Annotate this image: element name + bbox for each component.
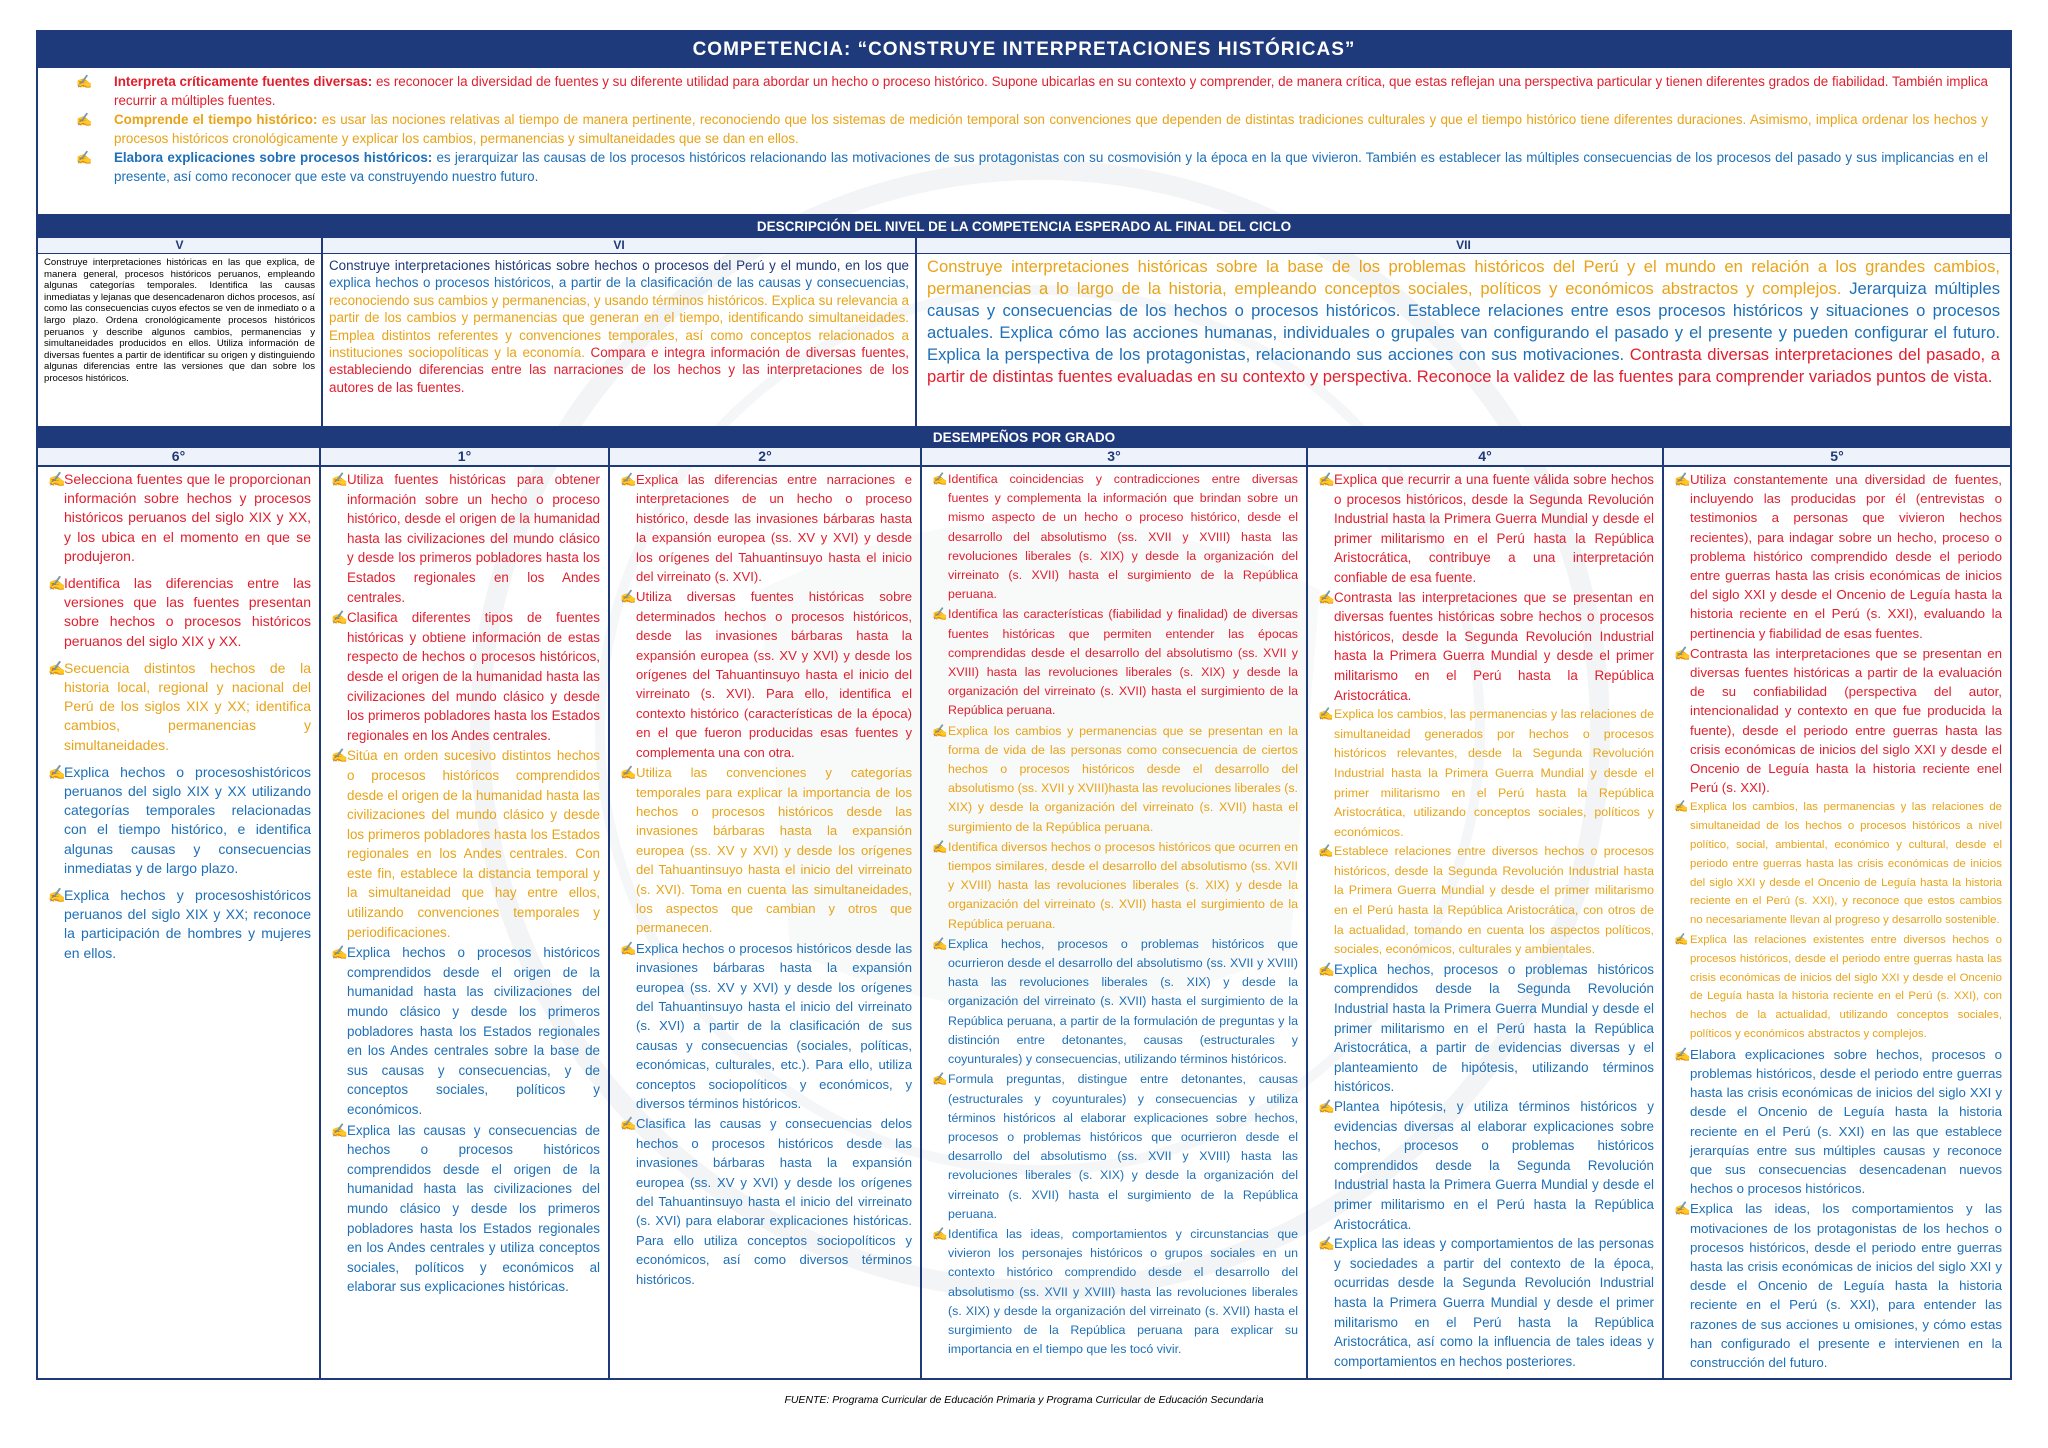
performance-text: Explica las ideas y comportamientos de las personas y sociedades a partir del contexto de la época, ocurridas desde la Segunda Revolución Industrial hasta la Primera Guerra Mundial y desde el primer militarismo en el Perú hasta la República Aristocrática, así como la influencia de tales ideas y comportamientos en hechos posteriores. [1334,1236,1654,1369]
performance-text: Explica los cambios, las permanencias y las relaciones de simultaneidad generados por hechos o procesos históricos relevantes, desde la Segunda Revolución Industrial hasta la Primera Guerra Mundial y desde el primer militarismo en el Perú hasta la República Aristocrática, utilizando conceptos sociales, políticos y económicos. [1334,707,1654,839]
performance-item [930,838,1298,934]
performance-text: Utiliza las convenciones y categorías temporales para explicar la importancia de los hechos o procesos históricos desde las invasiones bárbaras hasta la expansión europea (ss. XV y XVI) y desde los orígenes del Tahuantinsuyo hasta el inicio del virreinato (s. XVI). Toma en cuenta las simultaneidades, los aspectos que cambian y otros que permanecen. [636,765,912,936]
level-text-part: explica hechos o procesos históricos, a partir de la clasificación de las causas y consecuencias, [329,275,909,291]
pencil-check-icon: ✍ [932,936,948,951]
performance-item [930,1070,1298,1224]
performance-text: Identifica coincidencias y contradicciones entre diversas fuentes y complementa la información que brindan sobre un mismo aspecto de un hecho o proceso histórico, desde el desarrollo del absolutismo (ss. XVII y XVIII) hasta las revoluciones liberales (s. XIX) y desde la organización del virreinato (s. XVII) hasta el surgimiento de la República peruana. [948,472,1298,602]
capacity-label: Elabora explicaciones sobre procesos históricos: [114,150,433,165]
capacities-list [38,68,2010,216]
performance-item [930,935,1298,1069]
pencil-check-icon: ✍ [932,1072,948,1087]
performance-item [46,574,311,651]
performance-item [618,1114,912,1289]
pencil-check-icon: ✍ [48,887,66,904]
performance-text: Explica las causas y consecuencias de hechos o procesos históricos comprendidos desde el origen de la humanidad hasta las civilizaciones del mundo clásico y desde los primeros pobladores hasta los Estados regionales en los Andes centrales y utiliza conceptos sociales, políticos y económicos al elaborar sus explicaciones históricas. [347,1122,600,1295]
level-description: Construye interpretaciones históricas en las que explica, de manera general, procesos históricos peruanos, empleando algunas categorías temporales. Identifica las causas inmediatas y lejanas que desencadenaron dichos procesos, así como las consecuencias cuyos efectos se ven de inmediato o a largo plazo. Ordena cronológicamente procesos históricos peruanos y describe algunos cambios, permanencias y simultaneidades producidos en ellos. Utiliza información de diversas fuentes a partir de identificar su origen y distinguiendo algunas diferencias entre las versiones que dan sobre los procesos históricos. [44,257,315,384]
level-text-part: Construye interpretaciones históricas sobre hechos o procesos del Perú y el mundo, en los que [329,258,909,273]
performance-text: Clasifica las causas y consecuencias delos hechos o procesos históricos desde las invasiones bárbaras hasta la expansión europea (ss. XV y XVI) y desde los orígenes del Tahuantinsuyo hasta el inicio del virreinato (s. XVI) para elaborar explicaciones históricas. Para ello utiliza conceptos sociopolíticos y económicos, así como diversos términos históricos. [636,1116,912,1287]
pencil-check-icon: ✍ [1674,472,1691,487]
performance-text: Identifica las diferencias entre las versiones que las fuentes presentan sobre hechos o procesos históricos peruanos del siglo XIX y XX. [64,575,311,649]
pencil-check-icon: ✍ [932,472,948,486]
pencil-check-icon: ✍ [932,723,948,738]
pencil-check-icon: ✍ [331,1122,348,1138]
performance-item [1316,588,1654,706]
grade-column-2 [610,448,922,1378]
performance-text: Plantea hipótesis, y utiliza términos históricos y evidencias diversas al elaborar explicaciones sobre hechos, procesos o problemas históricos comprendidos desde la Segunda Revolución Industrial hasta la Primera Guerra Mundial y desde el primer militarismo en el Perú hasta la República Aristocrática. [1334,1099,1654,1232]
capacity-label: Interpreta críticamente fuentes diversas: [114,74,373,89]
performance-item [1316,1097,1654,1234]
performance-text: Explica las diferencias entre narraciones e interpretaciones de un hecho o proceso histórico, desde las invasiones bárbaras hasta la expansión europea (ss. XV y XVI) y desde los orígenes del Tahuantinsuyo hasta el inicio del virreinato (s. XVI). [636,472,912,585]
pencil-check-icon: ✍ [48,763,66,780]
performance-item [329,943,600,1119]
pencil-check-icon: ✍ [48,575,66,592]
pencil-check-icon: ✍ [1318,844,1334,859]
pencil-check-icon: ✍ [76,112,93,127]
pencil-check-icon: ✍ [932,1226,948,1241]
performance-item [1316,1234,1654,1371]
grade-column-1 [321,448,610,1378]
level-text-part: Compara e integra información de diversas fuentes, estableciendo diferencias entre las narraciones de los hechos y las interpretaciones de los autores de las fuentes. [329,345,909,395]
pencil-check-icon: ✍ [331,748,348,764]
performance-item [930,1225,1298,1359]
performance-item [930,722,1298,837]
performance-item [1672,1199,2002,1372]
performance-text: Explica las ideas, los comportamientos y las motivaciones de los protagonistas de los hechos o procesos históricos, desde el periodo entre guerras hasta las crisis económicas de inicios del siglo XXI y desde el Oncenio de Leguía hasta la historia reciente en el Perú (s. XXI), para entender las razones de sus acciones u omisiones, y cómo estas han configurado el presente e intervienen en la construcción del futuro. [1690,1201,2002,1371]
pencil-check-icon: ✍ [1318,961,1335,977]
performance-text: Explica hechos o procesos históricos comprendidos desde el origen de la humanidad hasta las civilizaciones del mundo clásico y desde los primeros pobladores hasta los Estados regionales en los Andes centrales sobre la base de sus causas y consecuencias, y de conceptos sociales, políticos y económicos. [347,945,600,1117]
performance-text: Establece relaciones entre diversos hechos o procesos históricos, desde la Segunda Revolución Industrial hasta la Primera Guerra Mundial y desde el primer militarismo en el Perú hasta la República Aristocrática, con otros de la actualidad, tomando en cuenta los aspectos políticos, sociales, económicos, culturales y ambientales. [1334,844,1654,957]
level-vi [323,238,917,426]
performance-text: Explica hechos, procesos o problemas históricos comprendidos desde la Segunda Revolución Industrial hasta la Primera Guerra Mundial y desde el primer militarismo en el Perú hasta la República Aristocrática, a partir de evidencias diversas y el planteamiento de hipótesis, utilizando términos históricos. [1334,961,1654,1095]
performance-item [930,470,1298,604]
performance-text: Identifica las ideas, comportamientos y circunstancias que vivieron los personajes históricos o grupos sociales en un contexto histórico comprendido desde el desarrollo del absolutismo (ss. XVII y XVIII) hasta las revoluciones liberales (s. XIX) y desde la organización del virreinato (s. XVII) hasta el surgimiento de la República peruana para explicar su importancia en el tiempo que les tocó vivir. [948,1226,1298,1357]
level-text-part: Contrasta diversas interpretaciones del pasado, a partir de distintas fuentes evaluadas en su contexto y perspectiva. Reconoce la validez de las fuentes para comprender variados puntos de vista. [927,345,2000,386]
performance-text: Contrasta las interpretaciones que se presentan en diversas fuentes históricas a partir de la evaluación de su confiabilidad (perspectiva del autor, intencionalidad y contexto en que fue producida la fuente), desde el periodo entre guerras hasta las crisis económicas de inicios del siglo XXI y desde el Oncenio de Leguía hasta la historia reciente enel Perú (s. XXI). [1690,645,2002,796]
pencil-check-icon: ✍ [1674,934,1689,947]
performance-item [46,886,311,963]
grade-columns [38,448,2010,1378]
level-v [38,238,323,426]
performance-item [1672,798,2002,930]
grade-column-5 [1664,448,2010,1378]
grade-items [610,467,920,1289]
performance-item [618,763,912,938]
pencil-check-icon: ✍ [331,610,348,626]
level-text-part: Jerarquiza múltiples causas y consecuencias de los hechos o procesos históricos. Establece relaciones entre esos procesos históricos y situaciones o procesos actuales. Explica cómo las acciones humanas, individuales o grupales van configurando el pasado y el presente y pueden configurar el futuro. Explica la perspectiva de los protagonistas, relacionando sus acciones con sus motivaciones. [927,279,2000,364]
performance-text: Explica los cambios, las permanencias y las relaciones de simultaneidad de los hechos o procesos históricos a nivel político, social, ambiental, económico y cultural, desde el periodo entre guerras hasta las crisis económicas de inicios del siglo XXI y desde el Oncenio de Leguía hasta la historia reciente en el Perú (s. XXI), y reconoce que estos cambios no necesariamente llevan al progreso y desarrollo sostenible. [1690,801,2002,927]
pencil-check-icon: ✍ [1674,1201,1691,1217]
performance-item [46,470,311,566]
performance-text: Identifica las características (fiabilidad y finalidad) de diversas fuentes históricas que permiten entender las épocas comprendidas desde el desarrollo del absolutismo (ss. XVII y XVIII) hasta las revoluciones liberales (s. XIX) y desde la organización del virreinato (s. XVII) hasta el surgimiento de la República peruana. [948,607,1298,718]
performance-item [1672,1045,2002,1199]
capacity-label: Comprende el tiempo histórico: [114,112,318,127]
performance-text: Formula preguntas, distingue entre detonantes, causas (estructurales y coyunturales) y consecuencias y utiliza términos históricos al elaborar explicaciones sobre hechos, procesos o problemas históricos que ocurrieron desde el desarrollo del absolutismo (ss. XVII y XVIII) hasta las revoluciones liberales (s. XIX) y desde la organización del virreinato (s. XVII) hasta el surgimiento de la República peruana. [948,1072,1298,1221]
level-description [323,254,915,399]
level-text-part: Construye interpretaciones históricas sobre la base de los problemas históricos del Perú y el mundo en relación a los grandes cambios, permanencias a lo largo de la historia, empleando conceptos sociales, políticos y económicos abstractos y complejos. [927,257,2000,298]
performance-text: Identifica diversos hechos o procesos históricos que ocurren en tiempos similares, desde el desarrollo del absolutismo (ss. XVII y XVIII) hasta las revoluciones liberales (s. XIX) y desde la organización del virreinato (s. XVII) hasta el surgimiento de la República peruana. [948,839,1298,931]
competency-sheet [36,30,2012,1380]
capacity-item [60,72,1988,110]
performance-text: Utiliza fuentes históricas para obtener información sobre un hecho o proceso histórico, desde el origen de la humanidad hasta las civilizaciones del mundo clásico y desde los primeros pobladores hasta los Estados regionales en los Andes centrales. [347,472,600,605]
grade-items [1308,467,1662,1371]
pencil-check-icon: ✍ [620,589,637,605]
performance-item [1316,705,1654,842]
pencil-check-icon: ✍ [1674,645,1691,661]
pencil-check-icon: ✍ [620,765,637,781]
pencil-check-icon: ✍ [1318,1236,1335,1252]
pencil-check-icon: ✍ [76,74,93,89]
performance-text: Explica hechos o procesos históricos desde las invasiones bárbaras hasta la expansión europea (ss. XV y XVI) y desde los orígenes del Tahuantinsuyo hasta el inicio del virreinato (s. XVI) a partir de la clasificación de sus causas y consecuencias (sociales, políticas, económicas, culturales, etc.). Para ello, utiliza conceptos sociopolíticos y económicos, y diversos términos históricos. [636,940,912,1111]
pencil-check-icon: ✍ [1318,1099,1335,1114]
capacity-item [60,110,1988,148]
performance-text: Explica hechos y procesoshistóricos peruanos del siglo XIX y XX; reconoce la participación de hombres y mujeres en ellos. [64,887,311,961]
page-title: COMPETENCIA: “CONSTRUYE INTERPRETACIONES HISTÓRICAS” [38,32,2010,68]
grade-heading: 2° [610,448,920,467]
performance-text: Explica los cambios y permanencias que se presentan en la forma de vida de las personas como consecuencia de ciertos hechos o procesos históricos desde el desarrollo del absolutismo (ss. XVII y XVIII)hasta las revoluciones liberales (s. XIX) y desde la organización del virreinato (s. XVII) hasta el surgimiento de la República peruana. [948,723,1298,834]
performance-text: Sitúa en orden sucesivo distintos hechos o procesos históricos comprendidos desde el origen de la humanidad hasta las civilizaciones del mundo clásico y desde los primeros pobladores hasta los Estados regionales en los Andes centrales. Con este fin, establece la distancia temporal y la simultaneidad que hay entre ellos, utilizando convenciones temporales y periodificaciones. [347,748,600,940]
pencil-check-icon: ✍ [1318,472,1335,487]
performance-text: Selecciona fuentes que le proporcionan información sobre hechos y procesos históricos peruanos del siglo XIX y XX, y los ubica en el momento en que se produjeron. [64,471,311,564]
performance-item [930,605,1298,720]
pencil-check-icon: ✍ [1318,707,1334,722]
performance-text: Clasifica diferentes tipos de fuentes históricas y obtiene información de estas respecto de hechos o procesos históricos, desde el origen de la humanidad hasta las civilizaciones del mundo clásico y desde los primeros pobladores hasta los Estados regionales en los Andes centrales. [347,610,600,743]
performance-item [46,659,311,755]
level-description [917,254,2010,390]
grade-heading: 3° [922,448,1306,467]
pencil-check-icon: ✍ [932,607,948,622]
grade-column-6 [38,448,321,1378]
performance-item [329,746,600,942]
pencil-check-icon: ✍ [1674,1046,1691,1062]
performance-item [1316,470,1654,588]
performance-item [329,608,600,745]
grade-items [38,467,319,963]
performance-item [618,470,912,586]
grade-heading: 1° [321,448,608,467]
level-heading: VI [323,238,915,254]
grade-items [1664,467,2010,1372]
performance-text: Elabora explicaciones sobre hechos, procesos o problemas históricos, desde el periodo entre guerras hasta las crisis económicas de inicios del siglo XXI y desde el Oncenio de Leguía hasta la historia reciente en el Perú (s. XXI) en las que establece jerarquías entre sus múltiples causas y reconoce que sus consecuencias desencadenan nuevos hechos o procesos históricos. [1690,1046,2002,1197]
capacity-text: es jerarquizar las causas de los procesos históricos relacionando las motivaciones de sus protagonistas con su cosmovisión y la época en la que vivieron. También es establecer las múltiples consecuencias de los procesos del pasado y sus implicancias en el presente, así como reconocer que este va construyendo nuestro futuro. [114,150,1988,184]
pencil-check-icon: ✍ [932,839,948,854]
performance-text: Secuencia distintos hechos de la historia local, regional y nacional del Perú de los siglos XIX y XX; identifica cambios, permanencias y simultaneidades. [64,659,311,753]
grade-heading: 4° [1308,448,1662,467]
level-heading: V [38,238,321,254]
performance-header: DESEMPEÑOS POR GRADO [38,428,2010,448]
performance-item [618,587,912,762]
pencil-check-icon: ✍ [331,472,348,487]
cycle-levels [38,238,2010,428]
pencil-check-icon: ✍ [48,471,66,487]
performance-text: Explica que recurrir a una fuente válida sobre hechos o procesos históricos, desde la Segunda Revolución Industrial hasta la Primera Guerra Mundial y desde el primer militarismo en el Perú hasta la República Aristocrática, contribuye a una interpretación confiable de esa fuente. [1334,472,1654,585]
pencil-check-icon: ✍ [331,945,348,961]
performance-text: Utiliza diversas fuentes históricas sobre determinados hechos o procesos históricos, desde las invasiones bárbaras hasta la expansión europea (ss. XV y XVI) y desde los orígenes del Tahuantinsuyo hasta el inicio del virreinato (s. XVI). Para ello, identifica el contexto histórico (características de la época) en el que fueron producidas esas fuentes y complementa una con otra. [636,589,912,760]
pencil-check-icon: ✍ [620,940,637,956]
capacity-text: es usar las nociones relativas al tiempo de manera pertinente, reconociendo que los sistemas de medición temporal son convenciones que dependen de distintas tradiciones culturales y que el tiempo histórico tiene diferentes duraciones. Asimismo, implica ordenar los hechos y procesos históricos cronológicamente y explicar los cambios, permanencias y simultaneidades que se dan en ellos. [114,112,1988,146]
performance-text: Explica hechos o procesoshistóricos peruanos del siglo XIX y XX utilizando categorías temporales relacionadas con el tiempo histórico, e identifica algunas causas y consecuencias inmediatas y de largo plazo. [64,763,311,876]
performance-item [46,763,311,878]
pencil-check-icon: ✍ [1318,589,1335,605]
performance-item [329,1121,600,1297]
grade-items [922,467,1306,1359]
performance-text: Contrasta las interpretaciones que se presentan en diversas fuentes históricas sobre hechos o procesos históricos, desde la Segunda Revolución Industrial hasta la Primera Guerra Mundial y desde el primer militarismo en el Perú hasta la República Aristocrática. [1334,589,1654,703]
performance-item [618,939,912,1114]
performance-item [1316,960,1654,1097]
capacity-item [60,148,1988,186]
pencil-check-icon: ✍ [48,659,66,676]
performance-text: Explica hechos, procesos o problemas históricos que ocurrieron desde el desarrollo del absolutismo (ss. XVII y XVIII) hasta las revoluciones liberales (s. XIX) y desde la organización del virreinato (s. XVII) hasta el surgimiento de la República peruana, a partir de la formulación de preguntas y la distinción entre detonantes, causas (estructurales y coyunturales) y consecuencias, utilizando términos históricos. [948,936,1298,1067]
capacity-text: es reconocer la diversidad de fuentes y su diferente utilidad para abordar un hecho o proceso histórico. Supone ubicarlas en su contexto y comprender, de manera crítica, que estas reflejan una perspectiva particular y tienen diferentes grados de fiabilidad. También implica recurrir a múltiples fuentes. [114,74,1989,108]
level-text-part: reconociendo sus cambios y permanencias, y usando términos históricos. Explica su relevancia a partir de los cambios y permanencias que generan en el tiempo, identificando simultaneidades. Emplea distintos referentes y convenciones temporales, así como conceptos relacionados a instituciones sociopolíticas y la economía. [329,292,909,361]
grade-items [321,467,608,1297]
grade-column-3 [922,448,1308,1378]
performance-text: Utiliza constantemente una diversidad de fuentes, incluyendo las producidas por él (entrevistas o testimonios a personas que vivieron hechos recientes), para indagar sobre un hecho, proceso o problema histórico comprendido desde el periodo entre guerras hasta las crisis económicas de inicios del siglo XXI y desde el Oncenio de Leguía hasta la historia reciente en el Perú (s. XXI), evaluando la pertinencia y fiabilidad de esas fuentes. [1690,472,2002,641]
performance-item [1672,470,2002,643]
level-vii [917,238,2010,426]
pencil-check-icon: ✍ [620,1116,637,1132]
description-header: DESCRIPCIÓN DEL NIVEL DE LA COMPETENCIA ESPERADO AL FINAL DEL CICLO [38,216,2010,238]
grade-heading: 5° [1664,448,2010,467]
performance-item [1316,842,1654,960]
pencil-check-icon: ✍ [620,472,637,487]
performance-item [329,470,600,607]
grade-heading: 6° [38,448,319,467]
grade-column-4 [1308,448,1664,1378]
source-note: FUENTE: Programa Curricular de Educación Primaria y Programa Curricular de Educación Secundaria [784,1394,1264,1406]
performance-text: Explica las relaciones existentes entre diversos hechos o procesos históricos, desde el periodo entre guerras hasta las crisis económicas de inicios del siglo XXI y desde el Oncenio de Leguía hasta la historia reciente en el Perú (s. XXI), con hechos de la actualidad, utilizando conceptos sociales, políticos y económicos abstractos y complejos. [1690,934,2002,1041]
pencil-check-icon: ✍ [1674,801,1689,814]
performance-item [1672,931,2002,1044]
pencil-check-icon: ✍ [76,150,93,165]
level-heading: VII [917,238,2010,254]
performance-item [1672,644,2002,798]
